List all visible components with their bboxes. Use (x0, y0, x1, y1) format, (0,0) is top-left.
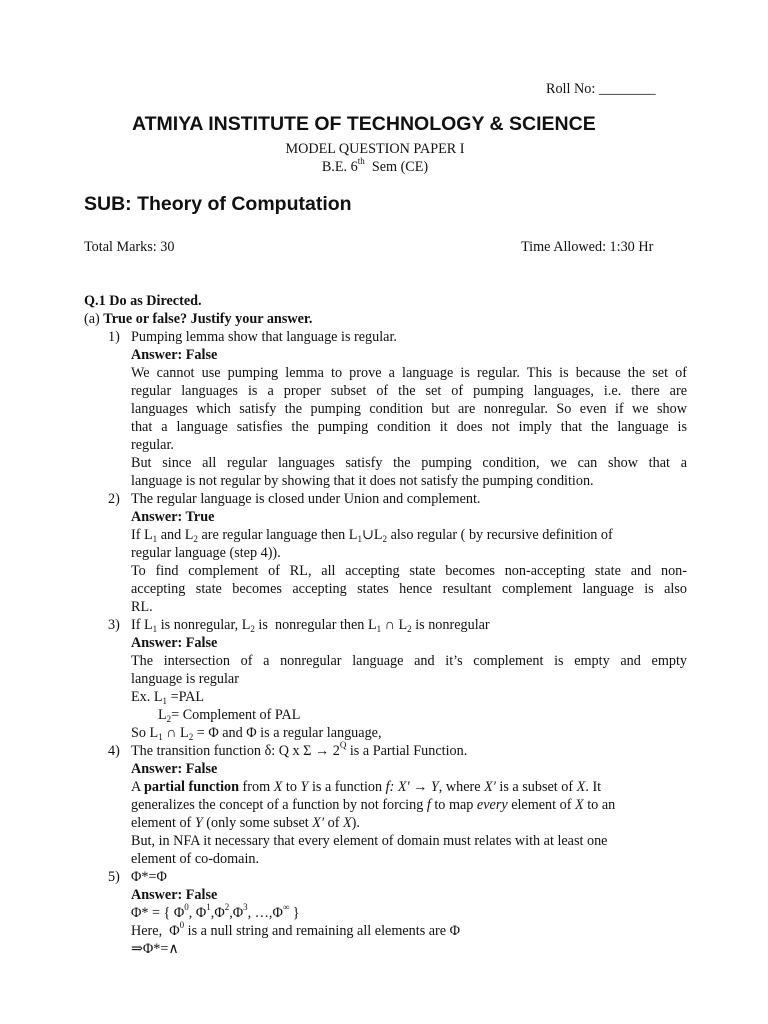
institute-name: ATMIYA INSTITUTE OF TECHNOLOGY & SCIENCE (132, 113, 596, 135)
conclusion-line: ⇒Φ*=∧ (131, 941, 179, 957)
answer-line: element of Y (only some subset X′ of X). (131, 815, 360, 831)
item-statement: If $L_1$ is nonregular, $L_2$ is nonregular then $L_1$ ∩ $L_2$ is nonregular (131, 617, 490, 634)
answer-label: Answer: False (131, 761, 218, 777)
answer-line: language is not regular by showing that it does not satisfy the pumping condition. (131, 473, 594, 489)
answer-line: regular language (step 4)). (131, 545, 281, 561)
answer-line: But since all regular languages satisfy the pumping condition, we can show that a (131, 455, 687, 471)
item-number: 3) (108, 617, 120, 633)
answer-line: element of co-domain. (131, 851, 260, 867)
item-statement: The transition function δ: Q x $\Sigma \to 2^Q$ is a Partial Function. (131, 740, 468, 759)
answer-line: A partial function from X to Y is a function f: X′ → Y, where X′ is a subset of X. It (131, 779, 602, 795)
answer-line: To find complement of RL, all accepting state becomes non-accepting state and non- (131, 563, 687, 579)
answer-line: RL. (131, 599, 153, 615)
subject-heading: SUB: Theory of Computation (84, 193, 352, 215)
set-definition: Φ* = { $\Phi^0$, $\Phi^1,\Phi^2,\Phi^3$, …,Φ∞ } (131, 902, 300, 921)
semester: B.E. 6th Sem (CE) (321, 156, 429, 175)
answer-line: generalizes the concept of a function by not forcing f to map every element of X to an (131, 797, 616, 813)
answer-line: language is regular (131, 671, 239, 687)
answer-line: The intersection of a nonregular language and it’s complement is empty and empty (131, 653, 687, 669)
total-marks: Total Marks: 30 (84, 239, 175, 255)
item-number: 4) (108, 743, 120, 759)
time-allowed: Time Allowed: 1:30 Hr (521, 239, 654, 255)
part-a-heading: (a) True or false? Justify your answer. (84, 311, 313, 327)
conclusion-line: So $L_1$ ∩ $L_2 = \Phi$ and Φ is a regular language, (131, 725, 382, 742)
answer-label: Answer: True (131, 509, 215, 525)
answer-line: regular languages is a proper subset of the set of pumping languages, i.e. there are (131, 383, 687, 399)
example-line: $L_2=$ Complement of PAL (158, 707, 301, 724)
answer-line: regular. (131, 437, 174, 453)
item-number: 5) (108, 869, 120, 885)
answer-line: We cannot use pumping lemma to prove a language is regular. This is because the set of (131, 365, 687, 381)
answer-label: Answer: False (131, 887, 218, 903)
item-statement: Pumping lemma show that language is regular. (131, 329, 397, 345)
answer-line: But, in NFA it necessary that every element of domain must relates with at least one (131, 833, 608, 849)
answer-line: that a language satisfies the pumping condition it does not imply that the language is (131, 419, 687, 435)
item-statement: Φ*=Φ (131, 869, 167, 885)
question-title: Q.1 Do as Directed. (84, 293, 202, 309)
roll-number: Roll No: ________ (546, 81, 656, 97)
item-number: 2) (108, 491, 120, 507)
answer-label: Answer: False (131, 635, 218, 651)
paper-title: MODEL QUESTION PAPER I (285, 141, 465, 157)
answer-line: Here, $\Phi^0$ is a null string and remaining all elements are Φ (131, 920, 460, 939)
answer-line: If $L_1$ and $L_2$ are regular language then $L_1\cup L_2$ also regular ( by recursive definition of (131, 527, 613, 544)
example-line: Ex. $L_1 =PAL$ (131, 689, 205, 706)
answer-line: accepting state becomes accepting states hence resultant complement language is also (131, 581, 687, 597)
item-statement: The regular language is closed under Union and complement. (131, 491, 481, 507)
answer-line: languages which satisfy the pumping condition but are nonregular. So even if we show (131, 401, 687, 417)
item-number: 1) (108, 329, 120, 345)
answer-label: Answer: False (131, 347, 218, 363)
